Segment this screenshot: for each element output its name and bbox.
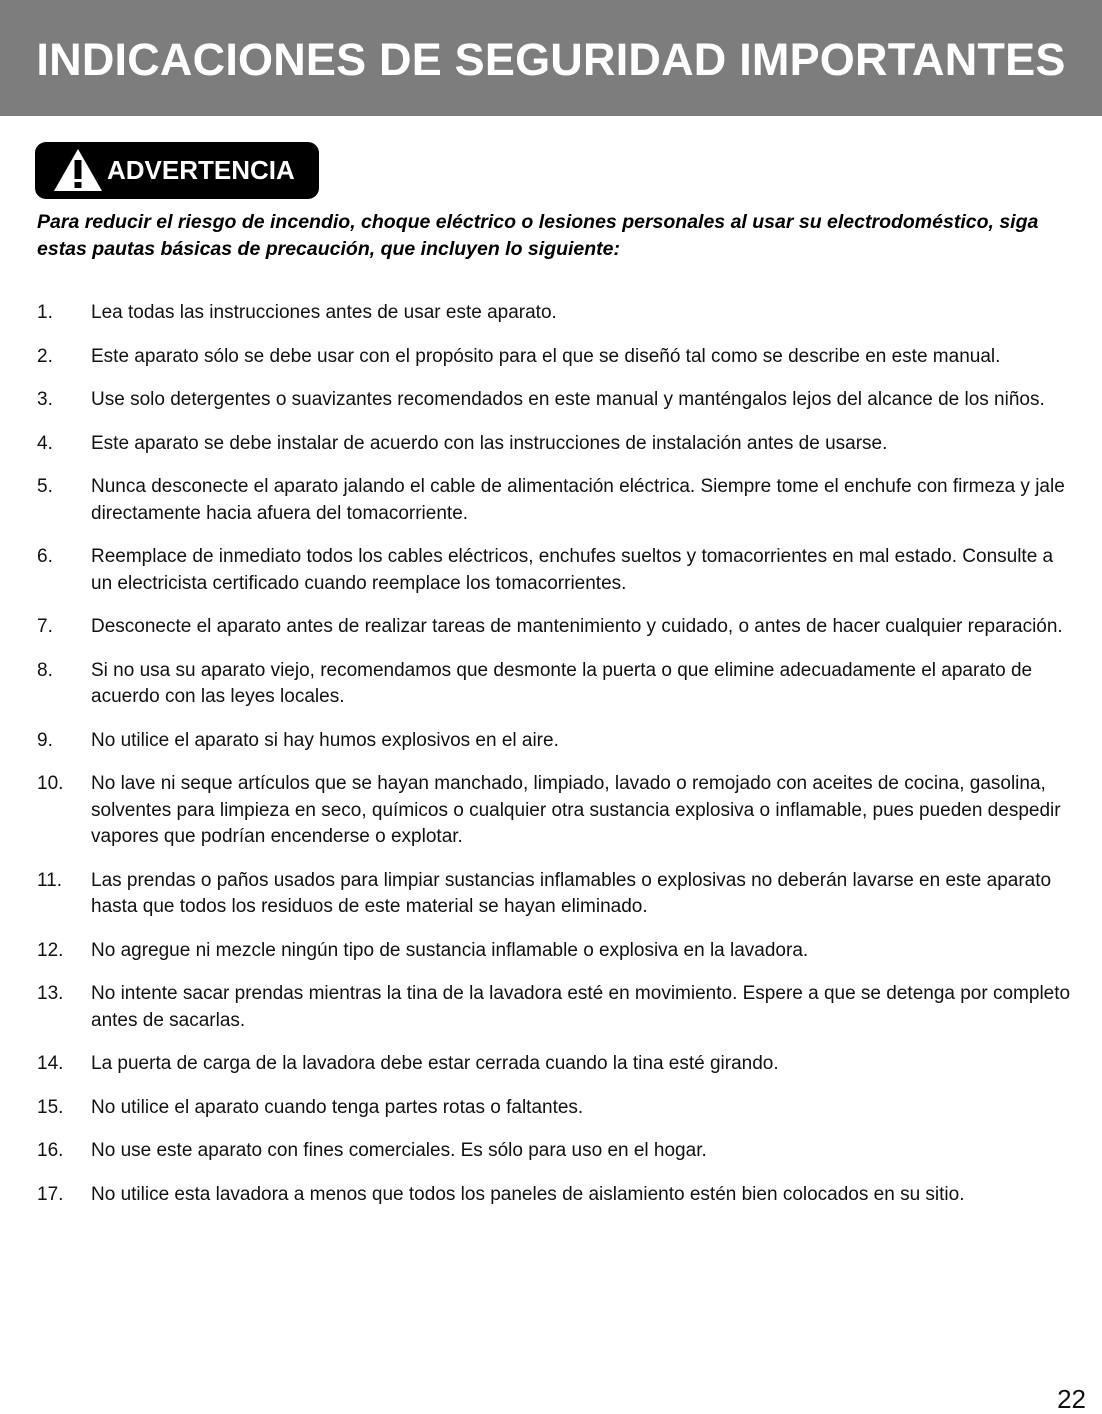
item-number: 17. <box>37 1183 64 1205</box>
list-item <box>37 544 1077 597</box>
item-number: 9. <box>37 729 53 751</box>
list-item <box>37 300 1077 327</box>
item-text: No agregue ni mezcle ningún tipo de sustancia inflamable o explosiva en la lavadora. <box>91 939 809 961</box>
item-text: Nunca desconecte el aparato jalando el cable de alimentación eléctrica. Siempre tome el enchufe con firmeza y jale directamente hacia afuera del tomacorriente. <box>91 476 1065 524</box>
list-item <box>37 1051 1077 1078</box>
instructions-list <box>37 300 1077 1225</box>
item-number: 11. <box>37 869 63 891</box>
item-text: Si no usa su aparato viejo, recomendamos que desmonte la puerta o que elimine adecuadamente el aparato de acuerdo con las leyes locales. <box>91 659 1033 707</box>
item-text: No lave ni seque artículos que se hayan manchado, limpiado, lavado o remojado con aceites de cocina, gasolina, solventes para limpieza en seco, químicos o cualquier otra sustancia explosiva o inflamable, pues pueden despedir vapores que podrían encenderse o explotar. <box>91 773 1061 847</box>
item-text: No utilice el aparato cuando tenga partes rotas o faltantes. <box>91 1096 584 1118</box>
item-text: Lea todas las instrucciones antes de usar este aparato. <box>91 302 557 323</box>
item-number: 14. <box>37 1053 64 1074</box>
item-number: 7. <box>37 616 53 637</box>
list-item <box>37 868 1077 921</box>
list-item <box>37 344 1077 371</box>
item-text: La puerta de carga de la lavadora debe estar cerrada cuando la tina esté girando. <box>91 1053 779 1074</box>
item-number: 2. <box>37 345 53 367</box>
item-text: Las prendas o paños usados para limpiar sustancias inflamables o explosivas no deberán lavarse en este aparato hasta que todos los residuos de este material se hayan eliminado. <box>91 869 1052 917</box>
intro-text: Para reducir el riesgo de incendio, choque eléctrico o lesiones personales al usar su electrodoméstico, siga estas pautas básicas de precaución, que incluyen lo siguiente: <box>37 211 1039 260</box>
item-number: 15. <box>37 1096 64 1118</box>
item-number: 8. <box>37 659 53 681</box>
list-item <box>37 474 1077 527</box>
item-number: 10. <box>37 773 64 794</box>
item-text: Use solo detergentes o suavizantes recomendados en este manual y manténgalos lejos del alcance de los niños. <box>91 389 1045 410</box>
item-text: Desconecte el aparato antes de realizar tareas de mantenimiento y cuidado, o antes de hacer cualquier reparación. <box>91 616 1063 637</box>
list-item <box>37 1182 1077 1209</box>
item-text: Este aparato sólo se debe usar con el propósito para el que se diseñó tal como se describe en este manual. <box>91 345 1001 367</box>
item-text: No utilice el aparato si hay humos explosivos en el aire. <box>91 729 559 751</box>
page-number: 22 <box>1057 1384 1086 1414</box>
list-item <box>37 431 1077 458</box>
item-number: 1. <box>37 302 53 323</box>
warning-label: ADVERTENCIA <box>107 155 295 185</box>
list-item <box>37 658 1077 711</box>
list-item <box>37 387 1077 414</box>
list-item <box>37 981 1077 1034</box>
list-item <box>37 1095 1077 1122</box>
list-item <box>37 728 1077 755</box>
item-text: No use este aparato con fines comerciales. Es sólo para uso en el hogar. <box>91 1140 707 1161</box>
list-item <box>37 1138 1077 1165</box>
list-item <box>37 771 1077 851</box>
item-number: 6. <box>37 546 53 567</box>
warning-triangle-icon <box>53 148 103 192</box>
page-header <box>0 0 1102 116</box>
item-number: 5. <box>37 476 53 497</box>
item-text: No intente sacar prendas mientras la tina de la lavadora esté en movimiento. Espere a que se detenga por completo antes de sacarlas. <box>91 983 1071 1031</box>
item-text: Este aparato se debe instalar de acuerdo con las instrucciones de instalación antes de usarse. <box>91 432 888 454</box>
item-text: No utilice esta lavadora a menos que todos los paneles de aislamiento estén bien colocados en su sitio. <box>91 1183 965 1205</box>
item-number: 13. <box>37 983 64 1004</box>
item-text: Reemplace de inmediato todos los cables eléctricos, enchufes sueltos y tomacorrientes en mal estado. Consulte a un electricista certificado cuando reemplace los tomacorrientes. <box>91 546 1054 594</box>
item-number: 3. <box>37 389 53 410</box>
warning-badge <box>35 142 319 199</box>
page-title: INDICACIONES DE SEGURIDAD IMPORTANTES <box>36 34 1066 85</box>
list-item <box>37 614 1077 641</box>
item-number: 4. <box>37 432 53 454</box>
item-number: 16. <box>37 1140 64 1161</box>
item-number: 12. <box>37 939 64 961</box>
list-item <box>37 938 1077 965</box>
